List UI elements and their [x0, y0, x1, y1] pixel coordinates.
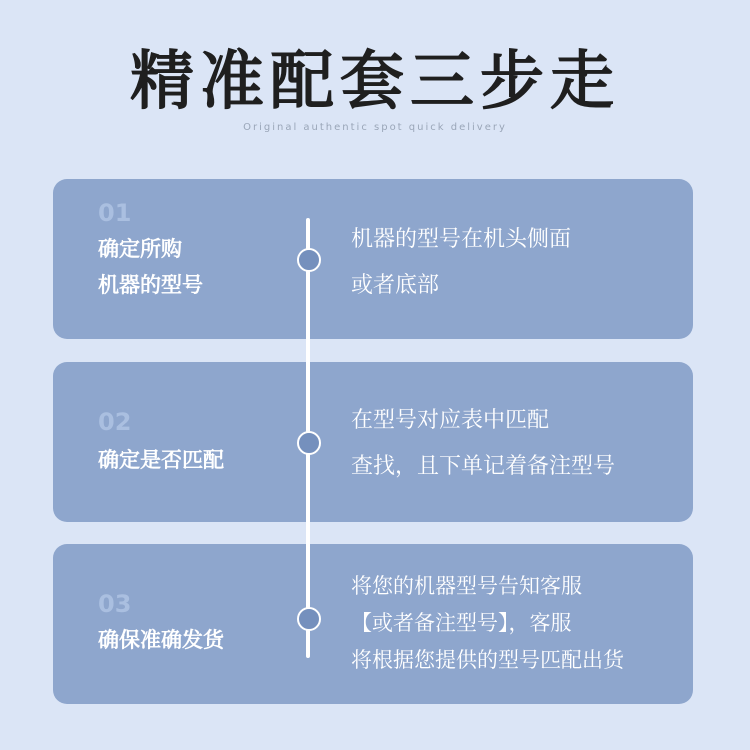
timeline-dot-1 — [297, 248, 321, 272]
step-number: 01 — [98, 199, 132, 227]
step-number: 03 — [98, 590, 132, 618]
step-description: 在型号对应表中匹配 查找，且下单记着备注型号 — [351, 408, 616, 479]
step-number: 02 — [98, 408, 132, 436]
step-card-3 — [53, 544, 693, 704]
step-card-1 — [53, 179, 693, 339]
page-title: 精准配套三步走 — [130, 45, 620, 119]
step-card-2 — [53, 362, 693, 522]
step-description: 机器的型号在机头侧面 或者底部 — [351, 227, 572, 298]
timeline-dot-3 — [297, 607, 321, 631]
step-title: 确保准确发货 — [98, 628, 224, 652]
timeline-dot-2 — [297, 431, 321, 455]
page-subtitle: Original authentic spot quick delivery — [243, 122, 507, 133]
step-title: 确定所购 机器的型号 — [98, 237, 203, 297]
step-title: 确定是否匹配 — [98, 448, 224, 472]
step-description: 将您的机器型号告知客服 【或者备注型号】，客服 将根据您提供的型号匹配出货 — [351, 574, 624, 672]
